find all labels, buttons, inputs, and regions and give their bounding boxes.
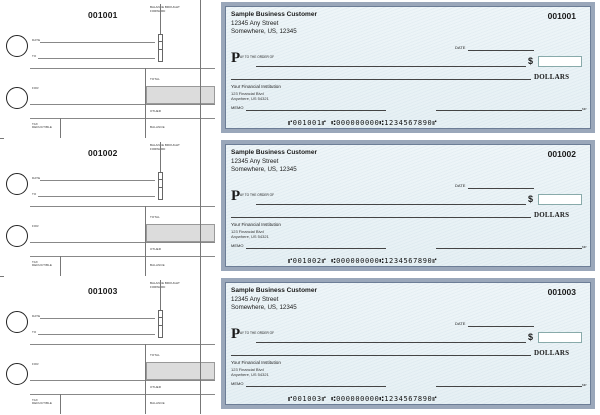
stub-rule bbox=[30, 344, 215, 345]
stub-date-line bbox=[40, 42, 155, 43]
check-face bbox=[225, 144, 591, 267]
date-label: DATE bbox=[455, 45, 466, 50]
check-row-2 bbox=[0, 138, 600, 276]
date-line bbox=[468, 326, 534, 327]
stub-total-label: TOTAL bbox=[150, 215, 160, 219]
stub-total-label: TOTAL bbox=[150, 77, 160, 81]
stub-balance-label: BALANCE bbox=[150, 401, 165, 405]
payee-line bbox=[256, 204, 526, 205]
check-row-1 bbox=[0, 0, 600, 138]
date-label: DATE bbox=[455, 321, 466, 326]
pay-to-label: AY TO THE ORDER OF bbox=[240, 193, 275, 197]
memo-line bbox=[246, 110, 386, 111]
date-label: DATE bbox=[455, 183, 466, 188]
micr-line: ⑈001002⑈ ⑆000000000⑆1234567890⑈ bbox=[288, 257, 438, 265]
stub-mini-column bbox=[158, 172, 163, 200]
stub-rule bbox=[30, 68, 215, 69]
binder-hole bbox=[6, 311, 28, 333]
stub-rule bbox=[30, 256, 215, 257]
stub-mini-column bbox=[158, 34, 163, 62]
memo-label: MEMO bbox=[231, 105, 244, 110]
stub-rule bbox=[30, 206, 215, 207]
payee-line bbox=[256, 342, 526, 343]
bank-address-line2: Anywhere, US 54321 bbox=[231, 234, 269, 239]
bank-check bbox=[221, 140, 595, 271]
stub-rule bbox=[30, 104, 215, 105]
dollars-label: DOLLARS bbox=[534, 349, 570, 357]
divider bbox=[160, 4, 161, 34]
bank-check bbox=[221, 278, 595, 409]
stub-date-line bbox=[40, 180, 155, 181]
amount-box bbox=[538, 56, 582, 67]
check-stub bbox=[0, 0, 215, 138]
stub-rule bbox=[30, 242, 215, 243]
pay-to-initial: P bbox=[231, 188, 241, 204]
stub-to-line bbox=[38, 196, 155, 197]
bank-name: Your Financial Institution bbox=[231, 84, 281, 89]
company-name: Sample Business Customer bbox=[231, 11, 317, 18]
stub-date-label: DATE bbox=[32, 176, 41, 180]
company-address-line1: 12345 Any Street bbox=[231, 158, 279, 165]
bank-check bbox=[221, 2, 595, 133]
divider bbox=[60, 256, 61, 276]
stub-date-label: DATE bbox=[32, 314, 41, 318]
check-stub bbox=[0, 138, 215, 276]
stub-balance-label: BALANCE bbox=[150, 263, 165, 267]
mp-label: MP bbox=[582, 383, 587, 387]
divider bbox=[60, 394, 61, 414]
amount-box bbox=[538, 332, 582, 343]
stub-other-label: OTHER bbox=[150, 109, 161, 113]
pay-to-label: AY TO THE ORDER OF bbox=[240, 331, 275, 335]
micr-line: ⑈001003⑈ ⑆000000000⑆1234567890⑈ bbox=[288, 395, 438, 403]
signature-line bbox=[436, 386, 582, 387]
stub-for-label: FOR bbox=[32, 362, 39, 366]
divider bbox=[200, 0, 201, 138]
check-face bbox=[225, 6, 591, 129]
company-address-line2: Somewhere, US, 12345 bbox=[231, 304, 297, 311]
memo-line bbox=[246, 248, 386, 249]
stub-forward-label: BALANCE BROUGHT FORWARD bbox=[150, 281, 180, 289]
stub-amount-box bbox=[146, 224, 215, 242]
binder-hole bbox=[6, 225, 28, 247]
stub-to-line bbox=[38, 334, 155, 335]
binder-hole bbox=[6, 363, 28, 385]
payee-line bbox=[256, 66, 526, 67]
bank-address-line1: 123 Financial Blvd bbox=[231, 91, 264, 96]
check-number: 001003 bbox=[547, 287, 576, 297]
date-line bbox=[468, 188, 534, 189]
binder-hole bbox=[6, 35, 28, 57]
dollars-label: DOLLARS bbox=[534, 73, 570, 81]
dollar-sign: $ bbox=[528, 56, 534, 66]
company-address-line1: 12345 Any Street bbox=[231, 296, 279, 303]
mp-label: MP bbox=[582, 245, 587, 249]
mp-label: MP bbox=[582, 107, 587, 111]
stub-date-label: DATE bbox=[32, 38, 41, 42]
stub-to-label: TO bbox=[32, 54, 37, 58]
written-amount-line bbox=[231, 217, 531, 218]
date-line bbox=[468, 50, 534, 51]
stub-to-line bbox=[38, 58, 155, 59]
divider bbox=[60, 118, 61, 138]
pay-to-initial: P bbox=[231, 50, 241, 66]
company-address-line2: Somewhere, US, 12345 bbox=[231, 28, 297, 35]
divider bbox=[200, 276, 201, 414]
check-number: 001002 bbox=[547, 149, 576, 159]
bank-name: Your Financial Institution bbox=[231, 360, 281, 365]
divider bbox=[200, 138, 201, 276]
binder-hole bbox=[6, 173, 28, 195]
memo-label: MEMO bbox=[231, 381, 244, 386]
check-stub bbox=[0, 276, 215, 414]
stub-check-number: 001002 bbox=[88, 148, 118, 158]
bank-address-line1: 123 Financial Blvd bbox=[231, 367, 264, 372]
divider bbox=[145, 344, 146, 414]
stub-amount-box bbox=[146, 362, 215, 380]
stub-to-label: TO bbox=[32, 192, 37, 196]
bank-address-line2: Anywhere, US 54321 bbox=[231, 372, 269, 377]
check-number: 001001 bbox=[547, 11, 576, 21]
written-amount-line bbox=[231, 79, 531, 80]
signature-line bbox=[436, 248, 582, 249]
bank-name: Your Financial Institution bbox=[231, 222, 281, 227]
binder-hole bbox=[6, 87, 28, 109]
company-address-line2: Somewhere, US, 12345 bbox=[231, 166, 297, 173]
dollars-label: DOLLARS bbox=[534, 211, 570, 219]
stub-forward-label: BALANCE BROUGHT FORWARD bbox=[150, 143, 180, 151]
stub-balance-label: BALANCE bbox=[150, 125, 165, 129]
stub-tax-label: TAX DEDUCTIBLE bbox=[32, 122, 53, 129]
stub-other-label: OTHER bbox=[150, 385, 161, 389]
amount-box bbox=[538, 194, 582, 205]
memo-line bbox=[246, 386, 386, 387]
written-amount-line bbox=[231, 355, 531, 356]
stub-date-line bbox=[40, 318, 155, 319]
stub-rule bbox=[30, 118, 215, 119]
stub-mini-column bbox=[158, 310, 163, 338]
stub-amount-box bbox=[146, 86, 215, 104]
pay-to-label: AY TO THE ORDER OF bbox=[240, 55, 275, 59]
dollar-sign: $ bbox=[528, 332, 534, 342]
divider bbox=[160, 142, 161, 172]
check-row-3 bbox=[0, 276, 600, 414]
divider bbox=[160, 280, 161, 310]
stub-total-label: TOTAL bbox=[150, 353, 160, 357]
stub-for-label: FOR bbox=[32, 224, 39, 228]
stub-rule bbox=[30, 380, 215, 381]
dollar-sign: $ bbox=[528, 194, 534, 204]
company-address-line1: 12345 Any Street bbox=[231, 20, 279, 27]
stub-forward-label: BALANCE BROUGHT FORWARD bbox=[150, 5, 180, 13]
bank-address-line2: Anywhere, US 54321 bbox=[231, 96, 269, 101]
bank-address-line1: 123 Financial Blvd bbox=[231, 229, 264, 234]
company-name: Sample Business Customer bbox=[231, 149, 317, 156]
memo-label: MEMO bbox=[231, 243, 244, 248]
pay-to-initial: P bbox=[231, 326, 241, 342]
divider bbox=[145, 206, 146, 276]
stub-other-label: OTHER bbox=[150, 247, 161, 251]
stub-for-label: FOR bbox=[32, 86, 39, 90]
stub-to-label: TO bbox=[32, 330, 37, 334]
check-face bbox=[225, 282, 591, 405]
stub-check-number: 001001 bbox=[88, 10, 118, 20]
company-name: Sample Business Customer bbox=[231, 287, 317, 294]
stub-check-number: 001003 bbox=[88, 286, 118, 296]
stub-tax-label: TAX DEDUCTIBLE bbox=[32, 398, 53, 405]
signature-line bbox=[436, 110, 582, 111]
stub-rule bbox=[30, 394, 215, 395]
micr-line: ⑈001001⑈ ⑆000000000⑆1234567890⑈ bbox=[288, 119, 438, 127]
stub-tax-label: TAX DEDUCTIBLE bbox=[32, 260, 53, 267]
divider bbox=[145, 68, 146, 138]
